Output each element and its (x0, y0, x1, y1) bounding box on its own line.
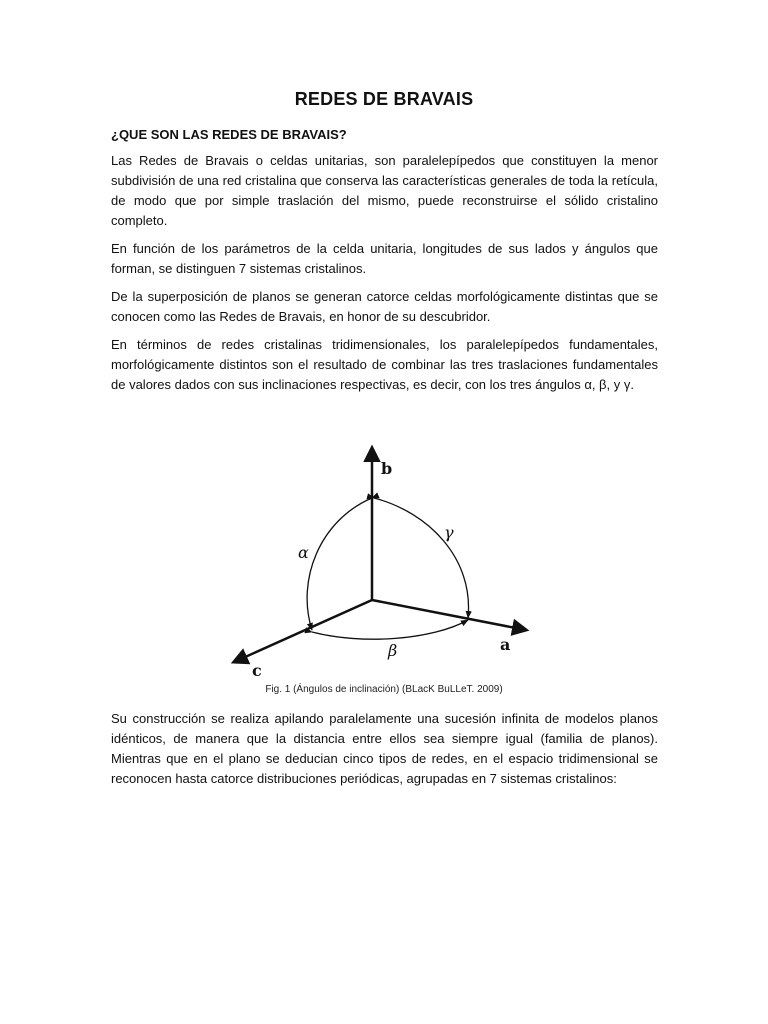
axes-diagram (222, 440, 552, 680)
axis-c-line (234, 600, 372, 662)
axis-c-label: c (252, 661, 262, 680)
gamma-label: γ (444, 523, 454, 542)
axis-a-line (372, 600, 526, 630)
figure-caption: Fig. 1 (Ángulos de inclinación) (BLacK BuLLeT. 2009) (265, 684, 503, 695)
alpha-label: α (298, 543, 309, 562)
paragraph-tridimensional: En términos de redes cristalinas tridimensionales, los paralelepípedos fundamentales, morfológicamente distintos son el resultado de combinar las tres traslaciones fundamentales de valores dados con sus inclinaciones respectivas, es decir, con los tres ángulos α, β, y γ. (111, 337, 658, 392)
section-heading: ¿QUE SON LAS REDES DE BRAVAIS? (111, 127, 347, 142)
axis-a-label: a (500, 635, 511, 654)
beta-arc (312, 620, 468, 639)
beta-label: β (388, 641, 398, 660)
paragraph-definition: Las Redes de Bravais o celdas unitarias, son paralelepípedos que constituyen la menor subdivisión de una red cristalina que conserva las características generales de toda la retícula, de modo que por simple traslación del mismo, puede reconstruirse el sólido cristalino completo. (111, 153, 658, 228)
gamma-arc (374, 498, 469, 618)
alpha-arc (307, 498, 372, 630)
document-title: REDES DE BRAVAIS (294, 89, 474, 109)
paragraph-construction: Su construcción se realiza apilando paralelamente una sucesión infinita de modelos planos idénticos, de manera que la distancia entre ellos sea siempre igual (familia de planos). Mientras que en el plano se deducian cinco tipos de redes, en el espacio tridimensional se reconocen hasta catorce distribuciones periódicas, agrupadas en 7 sistemas cristalinos: (111, 711, 658, 786)
paragraph-superposition: De la superposición de planos se generan catorce celdas morfológicamente distintas que se conocen como las Redes de Bravais, en honor de su descubridor. (111, 289, 658, 324)
axis-b-label: b (381, 459, 393, 478)
paragraph-parameters: En función de los parámetros de la celda unitaria, longitudes de sus lados y ángulos que forman, se distinguen 7 sistemas cristalinos. (111, 241, 658, 276)
axes-angles-figure (222, 440, 552, 680)
